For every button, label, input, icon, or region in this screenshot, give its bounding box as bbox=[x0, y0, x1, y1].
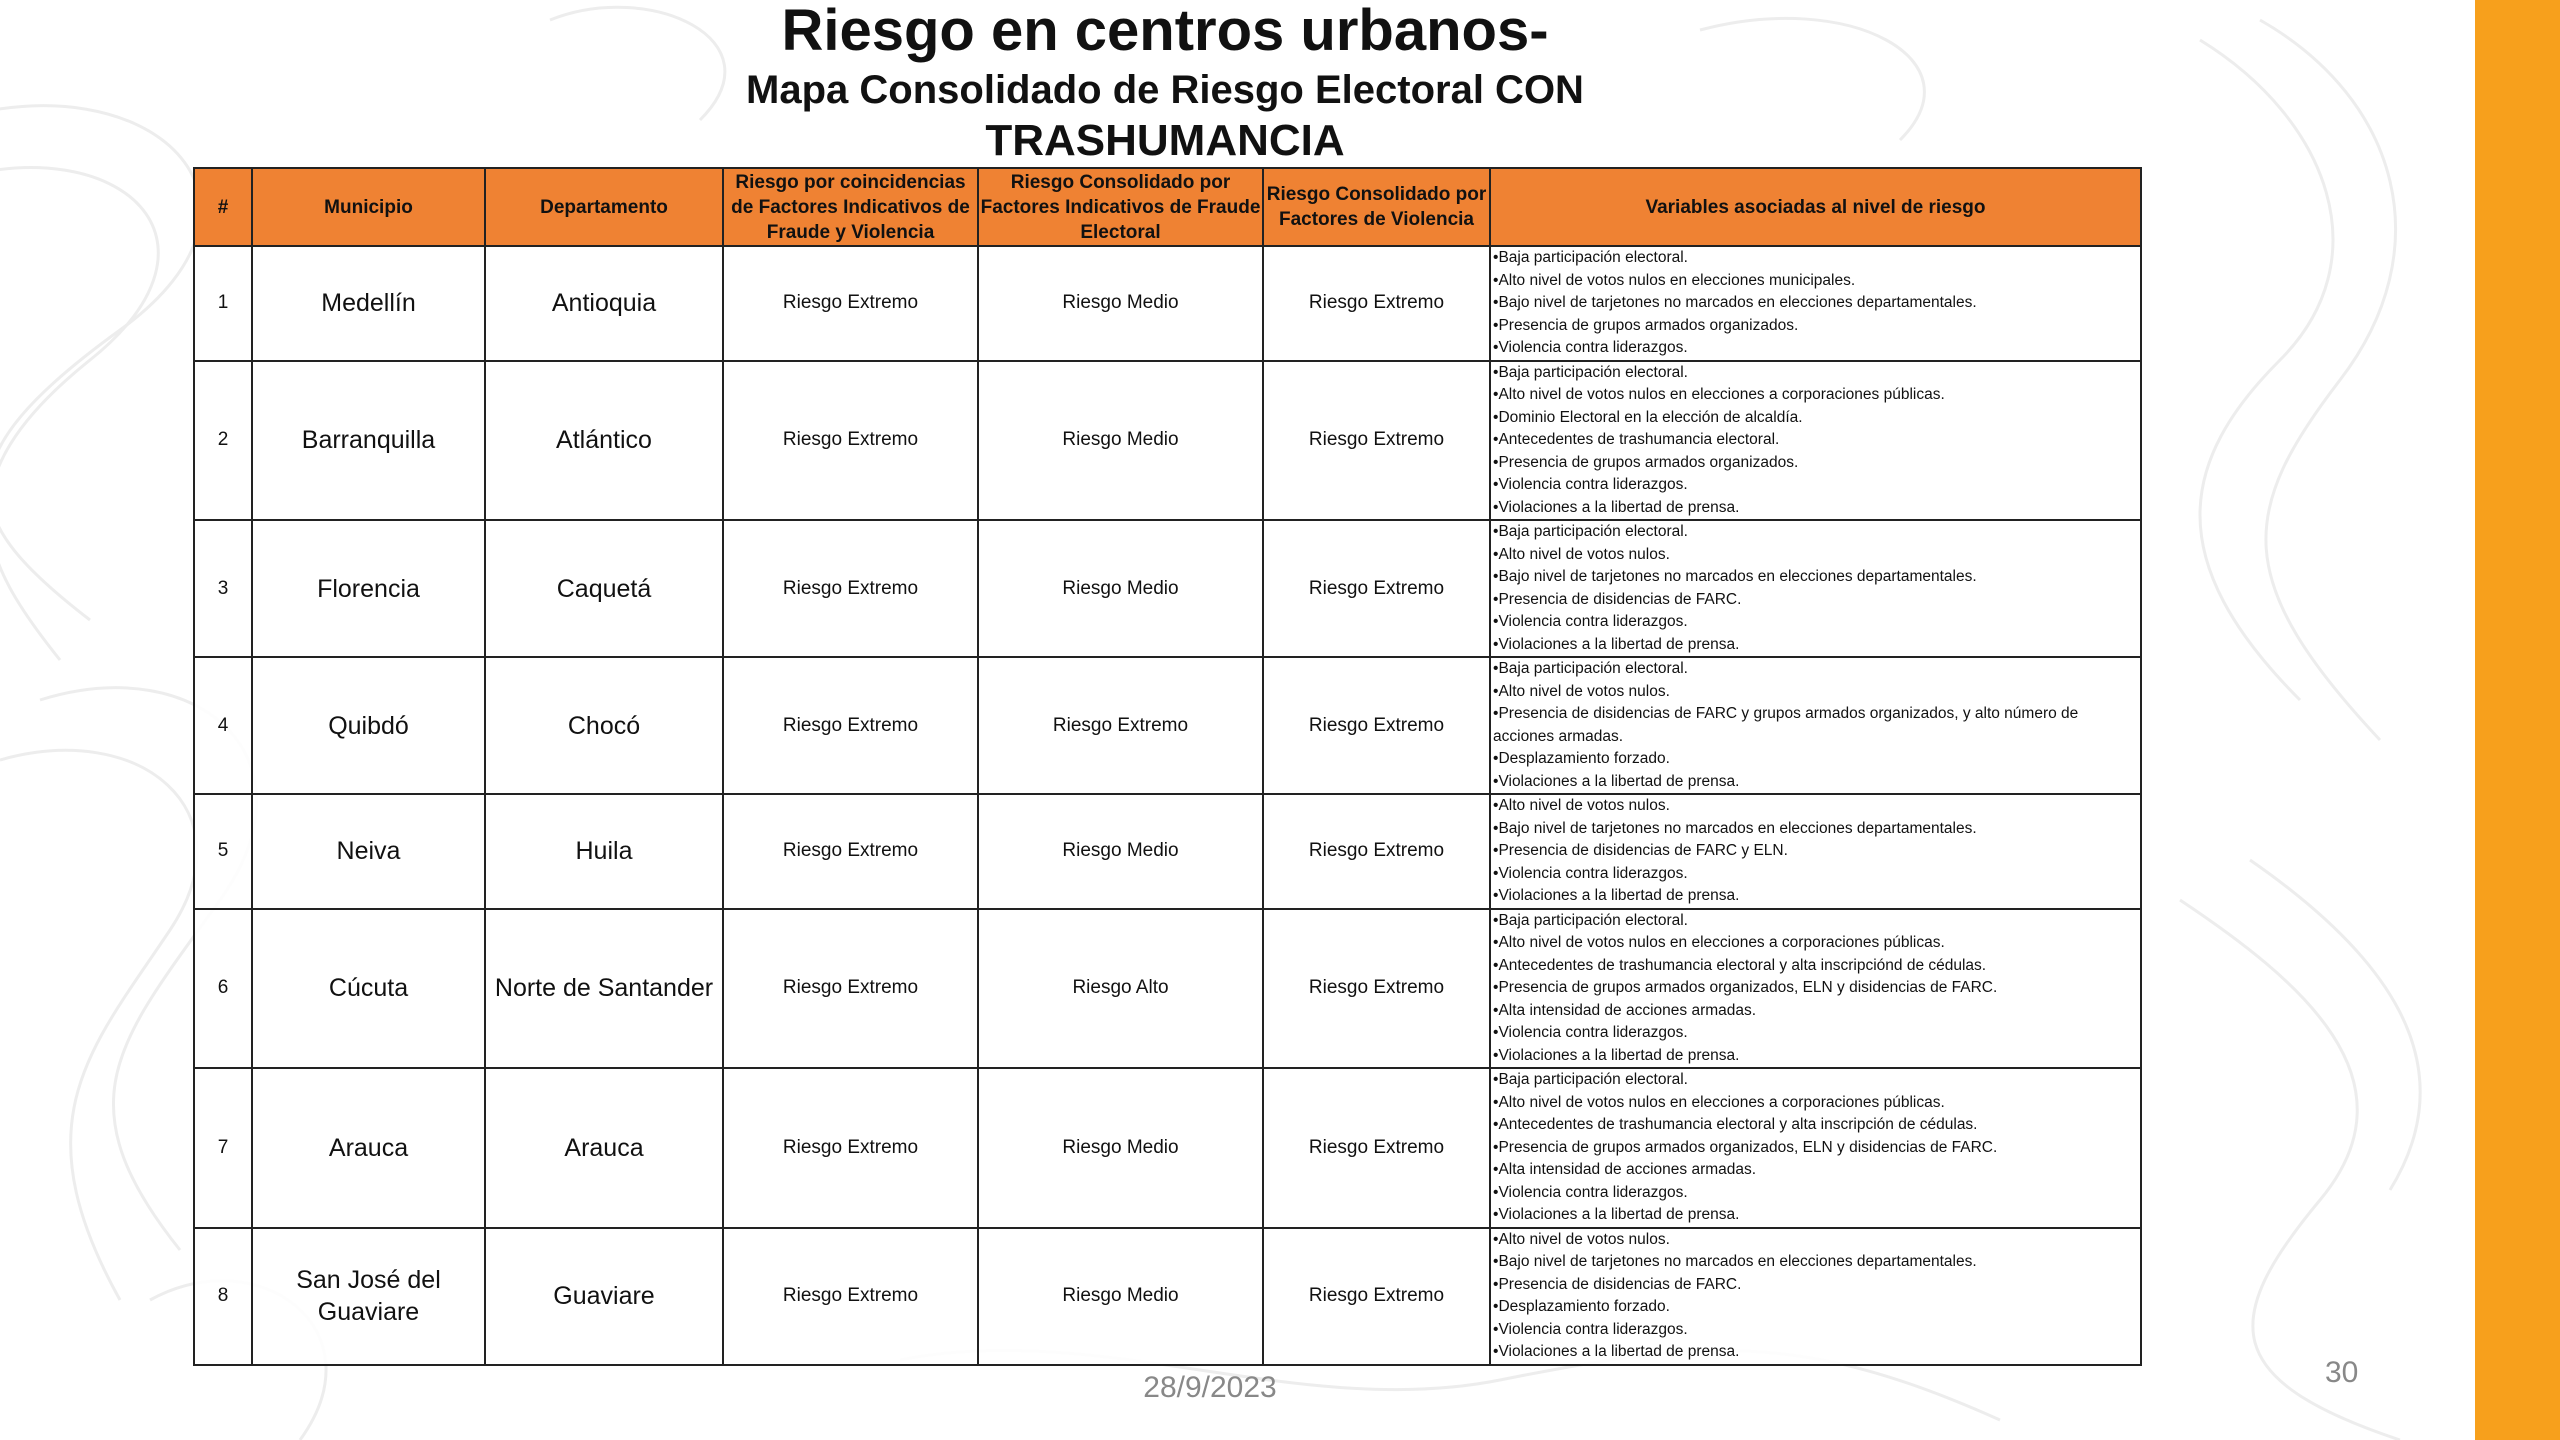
row-number-cell: 6 bbox=[194, 909, 252, 1069]
variable-item: • Violaciones a la libertad de prensa. bbox=[1493, 885, 2138, 908]
riesgo-coincidencias-cell: Riesgo Extremo bbox=[723, 1228, 978, 1365]
variable-item: • Baja participación electoral. bbox=[1493, 362, 2138, 385]
table-row bbox=[194, 909, 2141, 1069]
variable-item: • Violencia contra liderazgos. bbox=[1493, 863, 2138, 886]
row-number-cell: 8 bbox=[194, 1228, 252, 1365]
table-header-row bbox=[194, 168, 2141, 246]
header-municipio: Municipio bbox=[252, 168, 485, 246]
riesgo-violencia-cell: Riesgo Extremo bbox=[1263, 246, 1490, 361]
variable-item: • Antecedentes de trashumancia electoral. bbox=[1493, 429, 2138, 452]
variable-item: • Violaciones a la libertad de prensa. bbox=[1493, 497, 2138, 520]
variables-cell bbox=[1490, 1068, 2141, 1228]
departamento-cell: Atlántico bbox=[485, 361, 723, 521]
variable-item: • Violencia contra liderazgos. bbox=[1493, 474, 2138, 497]
variable-item: • Violaciones a la libertad de prensa. bbox=[1493, 771, 2138, 794]
risk-table-container bbox=[193, 167, 2140, 1360]
variable-item: • Violencia contra liderazgos. bbox=[1493, 1319, 2138, 1342]
variable-item: • Violencia contra liderazgos. bbox=[1493, 337, 2138, 360]
departamento-cell: Arauca bbox=[485, 1068, 723, 1228]
variable-item: • Alta intensidad de acciones armadas. bbox=[1493, 1000, 2138, 1023]
header-riesgo-fraude: Riesgo Consolidado por Factores Indicativos de Fraude Electoral bbox=[978, 168, 1263, 246]
row-number-cell: 4 bbox=[194, 657, 252, 794]
variable-item: • Baja participación electoral. bbox=[1493, 247, 2138, 270]
row-number-cell: 2 bbox=[194, 361, 252, 521]
riesgo-violencia-cell: Riesgo Extremo bbox=[1263, 1228, 1490, 1365]
variable-item: • Violaciones a la libertad de prensa. bbox=[1493, 1204, 2138, 1227]
variable-item: • Baja participación electoral. bbox=[1493, 1069, 2138, 1092]
riesgo-fraude-cell: Riesgo Medio bbox=[978, 520, 1263, 657]
variable-item: • Bajo nivel de tarjetones no marcados en elecciones departamentales. bbox=[1493, 292, 2138, 315]
variables-list bbox=[1493, 521, 2138, 656]
variable-item: • Violaciones a la libertad de prensa. bbox=[1493, 634, 2138, 657]
footer-date: 28/9/2023 bbox=[1143, 1371, 1277, 1404]
variables-cell bbox=[1490, 361, 2141, 521]
variable-item: • Alto nivel de votos nulos en elecciones a corporaciones públicas. bbox=[1493, 384, 2138, 407]
variables-list bbox=[1493, 1069, 2138, 1227]
municipio-cell: Barranquilla bbox=[252, 361, 485, 521]
variable-item: • Violaciones a la libertad de prensa. bbox=[1493, 1045, 2138, 1068]
riesgo-violencia-cell: Riesgo Extremo bbox=[1263, 909, 1490, 1069]
municipio-cell: Florencia bbox=[252, 520, 485, 657]
variables-list bbox=[1493, 362, 2138, 520]
table-row bbox=[194, 1068, 2141, 1228]
variable-item: • Baja participación electoral. bbox=[1493, 521, 2138, 544]
riesgo-violencia-cell: Riesgo Extremo bbox=[1263, 794, 1490, 909]
risk-table bbox=[193, 167, 2142, 1366]
variables-cell bbox=[1490, 520, 2141, 657]
table-row bbox=[194, 657, 2141, 794]
municipio-cell: Arauca bbox=[252, 1068, 485, 1228]
riesgo-fraude-cell: Riesgo Alto bbox=[978, 909, 1263, 1069]
variable-item: • Violencia contra liderazgos. bbox=[1493, 1182, 2138, 1205]
variable-item: • Alto nivel de votos nulos en elecciones municipales. bbox=[1493, 270, 2138, 293]
variable-item: • Violaciones a la libertad de prensa. bbox=[1493, 1341, 2138, 1364]
riesgo-fraude-cell: Riesgo Medio bbox=[978, 1228, 1263, 1365]
riesgo-fraude-cell: Riesgo Medio bbox=[978, 794, 1263, 909]
table-row bbox=[194, 1228, 2141, 1365]
variables-cell bbox=[1490, 657, 2141, 794]
variable-item: • Desplazamiento forzado. bbox=[1493, 748, 2138, 771]
orange-side-bar bbox=[2475, 0, 2560, 1440]
riesgo-coincidencias-cell: Riesgo Extremo bbox=[723, 520, 978, 657]
table-body bbox=[194, 246, 2141, 1365]
riesgo-fraude-cell: Riesgo Extremo bbox=[978, 657, 1263, 794]
riesgo-coincidencias-cell: Riesgo Extremo bbox=[723, 909, 978, 1069]
table-row bbox=[194, 246, 2141, 361]
municipio-cell: San José del Guaviare bbox=[252, 1228, 485, 1365]
variable-item: • Presencia de disidencias de FARC. bbox=[1493, 1274, 2138, 1297]
riesgo-fraude-cell: Riesgo Medio bbox=[978, 246, 1263, 361]
departamento-cell: Antioquia bbox=[485, 246, 723, 361]
municipio-cell: Neiva bbox=[252, 794, 485, 909]
variables-cell bbox=[1490, 909, 2141, 1069]
variable-item: • Antecedentes de trashumancia electoral y alta inscripción de cédulas. bbox=[1493, 1114, 2138, 1137]
variables-list bbox=[1493, 910, 2138, 1068]
riesgo-coincidencias-cell: Riesgo Extremo bbox=[723, 794, 978, 909]
municipio-cell: Quibdó bbox=[252, 657, 485, 794]
slide-subtitle-line-1: Mapa Consolidado de Riesgo Electoral CON bbox=[746, 68, 1584, 112]
variable-item: • Violencia contra liderazgos. bbox=[1493, 611, 2138, 634]
page-number: 30 bbox=[2325, 1356, 2359, 1389]
variable-item: • Alto nivel de votos nulos. bbox=[1493, 795, 2138, 818]
variable-item: • Bajo nivel de tarjetones no marcados en elecciones departamentales. bbox=[1493, 1251, 2138, 1274]
riesgo-fraude-cell: Riesgo Medio bbox=[978, 361, 1263, 521]
variables-cell bbox=[1490, 246, 2141, 361]
variable-item: • Baja participación electoral. bbox=[1493, 910, 2138, 933]
variable-item: • Alto nivel de votos nulos. bbox=[1493, 1229, 2138, 1252]
variable-item: • Alto nivel de votos nulos en elecciones a corporaciones públicas. bbox=[1493, 1092, 2138, 1115]
header-riesgo-violencia: Riesgo Consolidado por Factores de Violencia bbox=[1263, 168, 1490, 246]
variable-item: • Bajo nivel de tarjetones no marcados en elecciones departamentales. bbox=[1493, 566, 2138, 589]
variable-item: • Antecedentes de trashumancia electoral y alta inscripciónd de cédulas. bbox=[1493, 955, 2138, 978]
riesgo-violencia-cell: Riesgo Extremo bbox=[1263, 657, 1490, 794]
municipio-cell: Cúcuta bbox=[252, 909, 485, 1069]
variable-item: • Alto nivel de votos nulos. bbox=[1493, 544, 2138, 567]
variable-item: • Desplazamiento forzado. bbox=[1493, 1296, 2138, 1319]
riesgo-fraude-cell: Riesgo Medio bbox=[978, 1068, 1263, 1228]
row-number-cell: 5 bbox=[194, 794, 252, 909]
riesgo-coincidencias-cell: Riesgo Extremo bbox=[723, 246, 978, 361]
variables-list bbox=[1493, 795, 2138, 908]
row-number-cell: 1 bbox=[194, 246, 252, 361]
variable-item: • Bajo nivel de tarjetones no marcados en elecciones departamentales. bbox=[1493, 818, 2138, 841]
departamento-cell: Chocó bbox=[485, 657, 723, 794]
variable-item: • Presencia de grupos armados organizados, ELN y disidencias de FARC. bbox=[1493, 977, 2138, 1000]
variable-item: • Baja participación electoral. bbox=[1493, 658, 2138, 681]
municipio-cell: Medellín bbox=[252, 246, 485, 361]
variable-item: • Violencia contra liderazgos. bbox=[1493, 1022, 2138, 1045]
variable-item: • Presencia de disidencias de FARC y grupos armados organizados, y alto número de acciones armadas. bbox=[1493, 703, 2138, 748]
header-riesgo-coincidencias: Riesgo por coincidencias de Factores Indicativos de Fraude y Violencia bbox=[723, 168, 978, 246]
variables-list bbox=[1493, 1229, 2138, 1364]
table-row bbox=[194, 794, 2141, 909]
variables-cell bbox=[1490, 1228, 2141, 1365]
table-row bbox=[194, 520, 2141, 657]
riesgo-violencia-cell: Riesgo Extremo bbox=[1263, 1068, 1490, 1228]
table-row bbox=[194, 361, 2141, 521]
variable-item: • Presencia de disidencias de FARC. bbox=[1493, 589, 2138, 612]
variable-item: • Alto nivel de votos nulos. bbox=[1493, 681, 2138, 704]
variable-item: • Alta intensidad de acciones armadas. bbox=[1493, 1159, 2138, 1182]
riesgo-violencia-cell: Riesgo Extremo bbox=[1263, 361, 1490, 521]
header-number: # bbox=[194, 168, 252, 246]
variable-item: • Presencia de grupos armados organizados, ELN y disidencias de FARC. bbox=[1493, 1137, 2138, 1160]
riesgo-coincidencias-cell: Riesgo Extremo bbox=[723, 1068, 978, 1228]
variable-item: • Presencia de grupos armados organizados. bbox=[1493, 315, 2138, 338]
row-number-cell: 7 bbox=[194, 1068, 252, 1228]
slide-subtitle-line-2: TRASHUMANCIA bbox=[985, 116, 1345, 165]
variable-item: • Presencia de disidencias de FARC y ELN. bbox=[1493, 840, 2138, 863]
row-number-cell: 3 bbox=[194, 520, 252, 657]
departamento-cell: Guaviare bbox=[485, 1228, 723, 1365]
departamento-cell: Huila bbox=[485, 794, 723, 909]
header-variables: Variables asociadas al nivel de riesgo bbox=[1490, 168, 2141, 246]
departamento-cell: Norte de Santander bbox=[485, 909, 723, 1069]
variable-item: • Alto nivel de votos nulos en elecciones a corporaciones públicas. bbox=[1493, 932, 2138, 955]
variable-item: • Presencia de grupos armados organizados. bbox=[1493, 452, 2138, 475]
riesgo-violencia-cell: Riesgo Extremo bbox=[1263, 520, 1490, 657]
header-departamento: Departamento bbox=[485, 168, 723, 246]
variable-item: • Dominio Electoral en la elección de alcaldía. bbox=[1493, 407, 2138, 430]
variables-cell bbox=[1490, 794, 2141, 909]
departamento-cell: Caquetá bbox=[485, 520, 723, 657]
variables-list bbox=[1493, 658, 2138, 793]
variables-list bbox=[1493, 247, 2138, 360]
riesgo-coincidencias-cell: Riesgo Extremo bbox=[723, 361, 978, 521]
riesgo-coincidencias-cell: Riesgo Extremo bbox=[723, 657, 978, 794]
slide-title: Riesgo en centros urbanos- bbox=[781, 0, 1549, 63]
